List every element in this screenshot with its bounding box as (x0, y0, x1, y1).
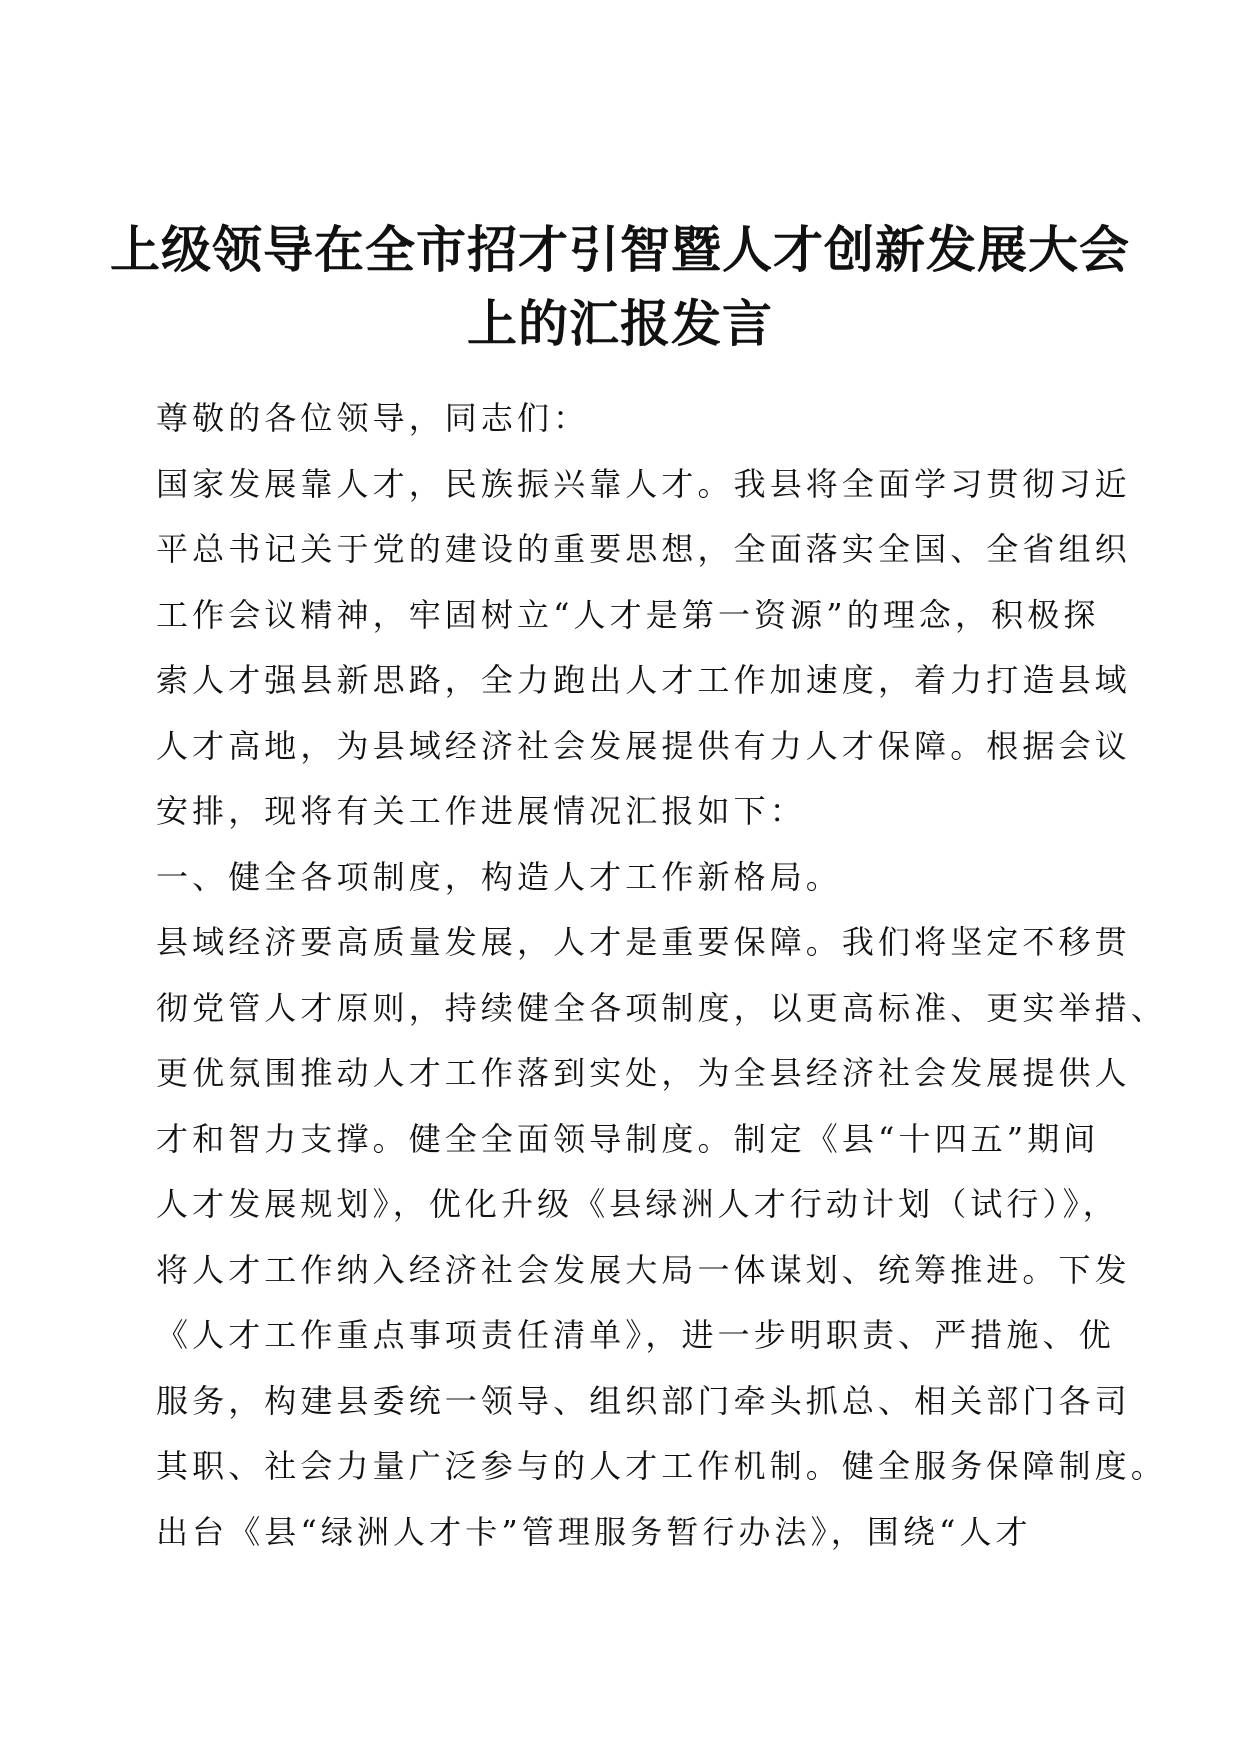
body-line: 将人才工作纳入经济社会发展大局一体谋划、统筹推进。下发 (156, 1250, 1131, 1289)
salutation-line: 尊敬的各位领导，同志们： (156, 399, 590, 437)
body-line: 更优氛围推动人才工作落到实处，为全县经济社会发展提供人 (156, 1054, 1131, 1092)
section-heading-line: 一、健全各项制度，构造人才工作新格局。 (156, 857, 842, 896)
body-line: 县域经济要高质量发展，人才是重要保障。我们将坚定不移贯 (156, 923, 1131, 961)
body-line: 平总书记关于党的建设的重要思想，全面落实全国、全省组织 (156, 530, 1131, 568)
title-line-2: 上的汇报发言 (467, 295, 773, 353)
body-line: 人才发展规划》，优化升级《县绿洲人才行动计划（试行）》， (156, 1185, 1119, 1223)
body-line: 《人才工作重点事项责任清单》，进一步明职责、严措施、优 (156, 1316, 1115, 1354)
body-line: 人才高地，为县域经济社会发展提供有力人才保障。根据会议 (156, 726, 1131, 765)
body-line: 索人才强县新思路，全力跑出人才工作加速度，着力打造县域 (156, 661, 1131, 699)
body-line: 工作会议精神，牢固树立“人才是第一资源”的理念，积极探 (156, 595, 1100, 634)
body-line: 才和智力支撑。健全全面领导制度。制定《县“十四五”期间 (156, 1119, 1100, 1158)
body-line: 其职、社会力量广泛参与的人才工作机制。健全服务保障制度。 (156, 1447, 1167, 1485)
body-line: 彻党管人才原则，持续健全各项制度，以更高标准、更实举措、 (156, 988, 1167, 1027)
body-line: 安排，现将有关工作进展情况汇报如下： (156, 792, 806, 830)
title-line-1: 上级领导在全市招才引智暨人才创新发展大会 (110, 221, 1130, 279)
body-line: 服务，构建县委统一领导、组织部门牵头抓总、相关部门各司 (156, 1381, 1131, 1420)
document-body (156, 386, 1167, 1565)
document-title (0, 213, 1240, 361)
body-line: 出台《县“绿洲人才卡”管理服务暂行办法》，围绕“人才 (156, 1512, 1032, 1551)
body-line: 国家发展靠人才，民族振兴靠人才。我县将全面学习贯彻习近 (156, 464, 1131, 503)
